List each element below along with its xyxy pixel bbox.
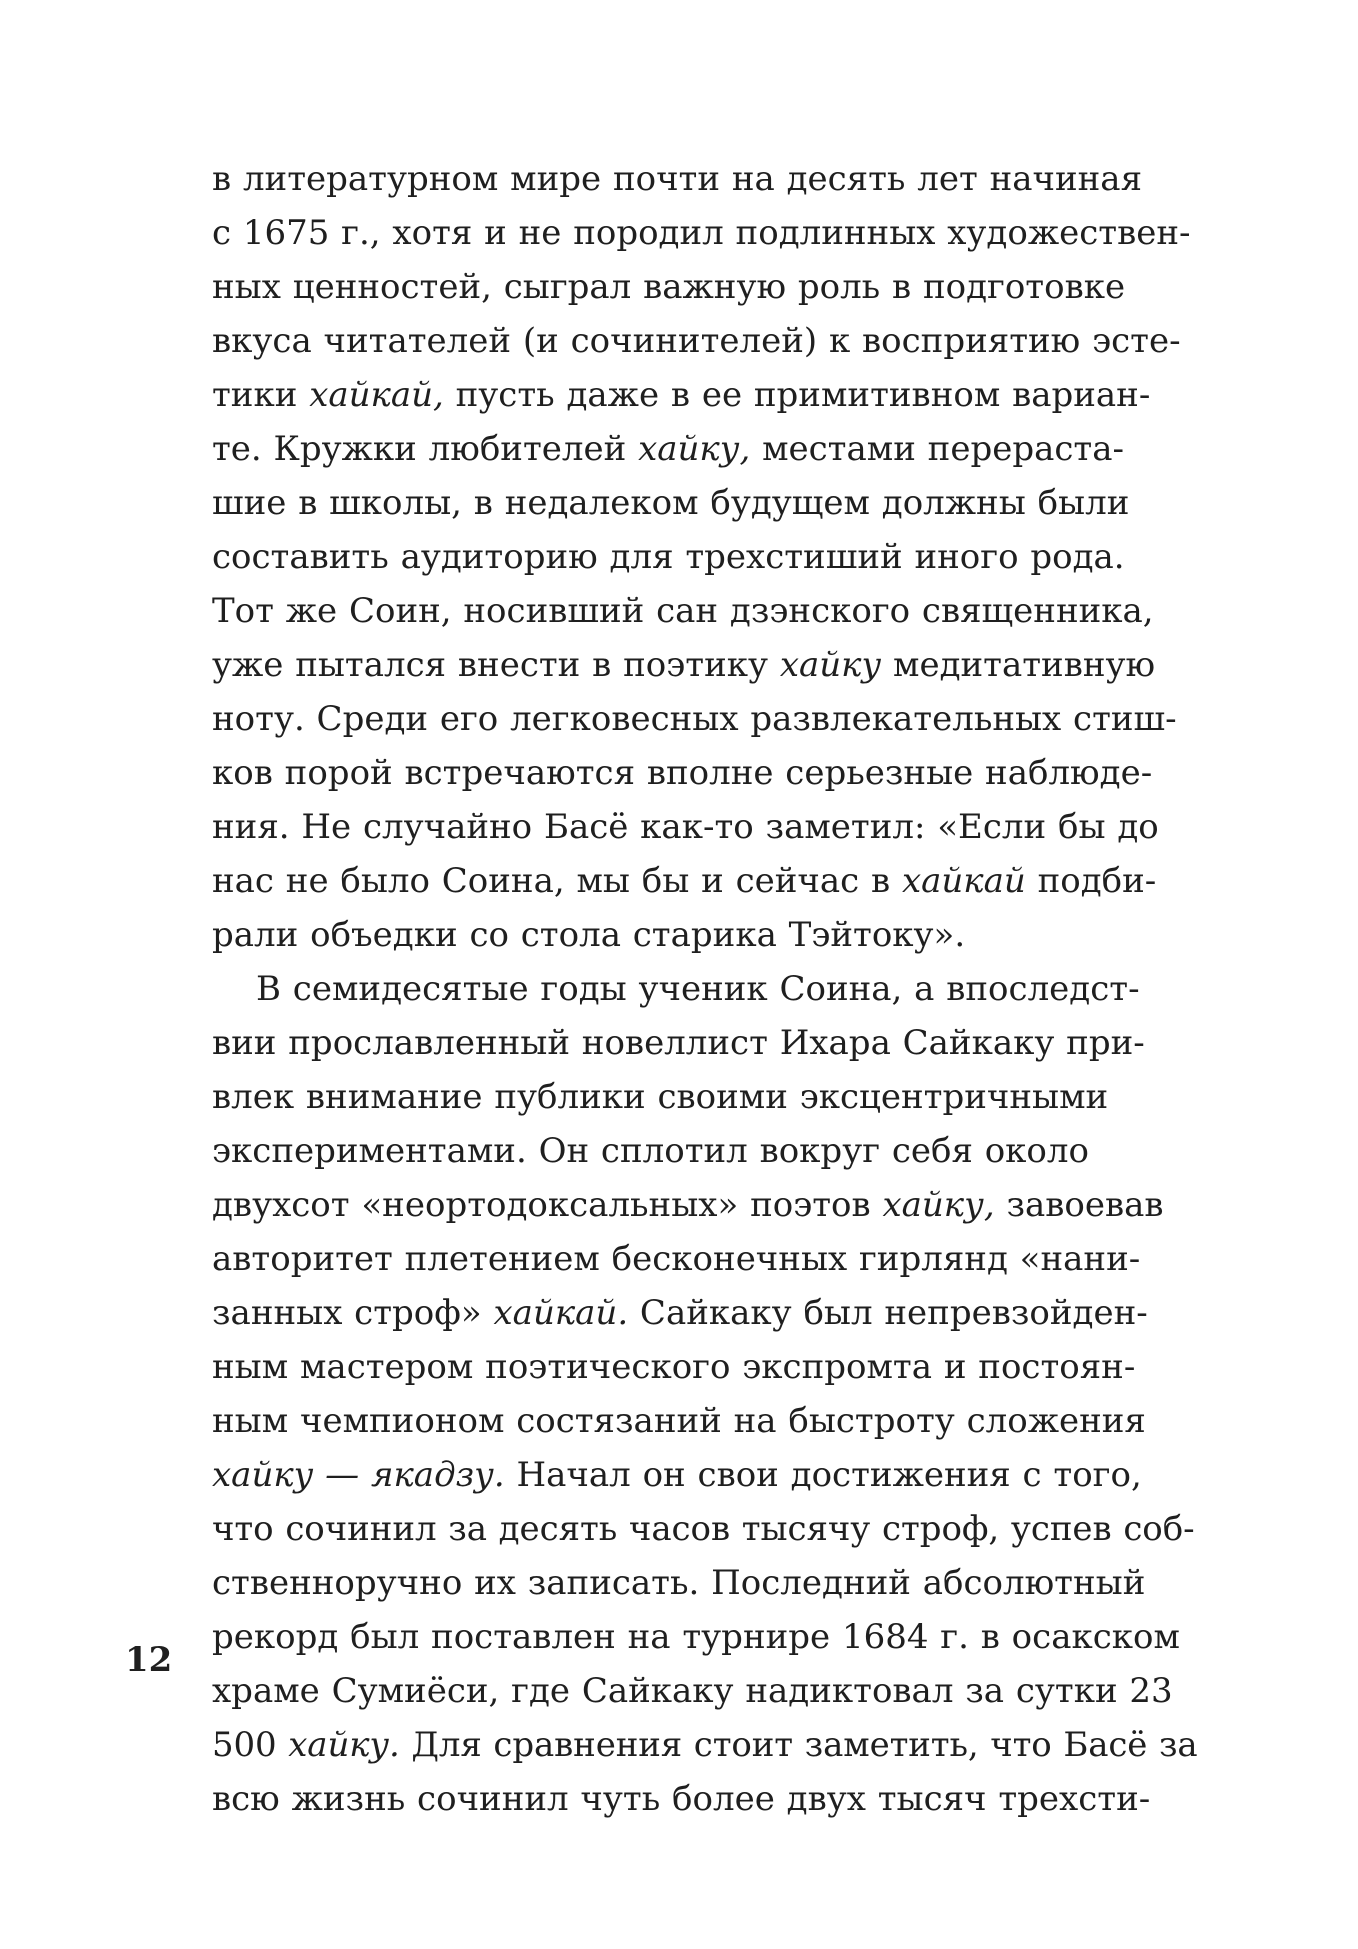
text-run: подби- <box>1025 861 1157 901</box>
italic-term: хайкай. <box>493 1293 629 1333</box>
text-line <box>212 1016 1192 1070</box>
text-line <box>212 1664 1192 1718</box>
text-run: ноту. Среди его легковесных развлекательных стиш- <box>212 699 1177 739</box>
text-run: ным чемпионом состязаний на быстроту сложения <box>212 1401 1146 1441</box>
text-run: нас не было Соина, мы бы и сейчас в <box>212 861 902 901</box>
text-line <box>212 422 1192 476</box>
text-line <box>212 908 1192 962</box>
text-run: рали объедки со стола старика Тэйтоку». <box>212 915 966 955</box>
text-run: рекорд был поставлен на турнире 1684 г. в осакском <box>212 1617 1180 1657</box>
text-run: Для сравнения стоит заметить, что Басё за <box>399 1725 1198 1765</box>
text-run: составить аудиторию для трехстиший иного рода. <box>212 537 1125 577</box>
text-run: ков порой встречаются вполне серьезные наблюде- <box>212 753 1153 793</box>
text-line <box>212 800 1192 854</box>
italic-term: хайку, <box>638 429 751 469</box>
text-run: экспериментами. Он сплотил вокруг себя около <box>212 1131 1089 1171</box>
text-run: завоевав <box>994 1185 1164 1225</box>
text-line <box>212 530 1192 584</box>
text-run: что сочинил за десять часов тысячу строф, успев соб- <box>212 1509 1195 1549</box>
text-line <box>212 1718 1198 1772</box>
text-line <box>212 1286 1192 1340</box>
italic-term: хайкай, <box>309 375 444 415</box>
text-run: в литературном мире почти на десять лет начиная <box>212 159 1143 199</box>
text-run: двухсот «неортодоксальных» поэтов <box>212 1185 883 1225</box>
text-run: Начал он свои достижения с того, <box>504 1455 1142 1495</box>
text-line <box>212 1070 1192 1124</box>
text-line <box>212 1610 1192 1664</box>
text-line <box>212 1124 1192 1178</box>
text-line <box>212 854 1192 908</box>
text-line <box>212 692 1192 746</box>
text-line <box>212 476 1192 530</box>
text-run: Тот же Соин, носивший сан дзэнского священника, <box>212 591 1154 631</box>
page-number: 12 <box>125 1640 173 1680</box>
text-run: влек внимание публики своими эксцентричными <box>212 1077 1109 1117</box>
italic-term: хайкай <box>901 861 1026 901</box>
italic-term: хайку. <box>288 1725 400 1765</box>
text-run: пусть даже в ее примитивном вариан- <box>443 375 1151 415</box>
text-line <box>212 1772 1192 1826</box>
text-run: тики <box>212 375 310 415</box>
text-run: В семидесятые годы ученик Соина, а впоследст- <box>256 969 1140 1009</box>
text-run: 500 <box>212 1725 289 1765</box>
text-run: Сайкаку был непревзойден- <box>628 1293 1148 1333</box>
text-run: всю жизнь сочинил чуть более двух тысяч трехсти- <box>212 1779 1151 1819</box>
text-run: местами перераста- <box>750 429 1124 469</box>
text-line <box>212 314 1192 368</box>
text-run: ным мастером поэтического экспромта и постоян- <box>212 1347 1136 1387</box>
text-run: храме Сумиёси, где Сайкаку надиктовал за сутки 23 <box>212 1671 1173 1711</box>
text-run: вкуса читателей (и сочинителей) к восприятию эсте- <box>212 321 1181 361</box>
italic-term: хайку — якадзу. <box>212 1455 505 1495</box>
text-line <box>212 1502 1195 1556</box>
text-run: те. Кружки любителей <box>212 429 639 469</box>
text-line <box>212 1340 1192 1394</box>
text-run: с 1675 г., хотя и не породил подлинных художествен- <box>212 213 1191 253</box>
text-line <box>212 584 1192 638</box>
text-run: вии прославленный новеллист Ихара Сайкаку при- <box>212 1023 1145 1063</box>
paragraph-first-line <box>212 962 1192 1016</box>
text-line <box>212 1448 1192 1502</box>
text-run: медитативную <box>881 645 1156 685</box>
text-line <box>212 1556 1192 1610</box>
text-line <box>212 1178 1192 1232</box>
text-run: авторитет плетением бесконечных гирлянд «нани- <box>212 1239 1141 1279</box>
text-line <box>212 206 1192 260</box>
text-run: шие в школы, в недалеком будущем должны были <box>212 483 1130 523</box>
text-line <box>212 260 1192 314</box>
text-run: ных ценностей, сыграл важную роль в подготовке <box>212 267 1126 307</box>
text-run: ственноручно их записать. Последний абсолютный <box>212 1563 1146 1603</box>
italic-term: хайку <box>779 645 882 685</box>
text-line <box>212 1394 1192 1448</box>
text-line <box>212 152 1192 206</box>
italic-term: хайку, <box>882 1185 995 1225</box>
body-text <box>212 152 1198 1826</box>
text-line <box>212 638 1192 692</box>
text-run: уже пытался внести в поэтику <box>212 645 780 685</box>
text-run: ния. Не случайно Басё как-то заметил: «Если бы до <box>212 807 1159 847</box>
text-run: занных строф» <box>212 1293 494 1333</box>
text-line <box>212 746 1192 800</box>
text-line <box>212 1232 1192 1286</box>
text-line <box>212 368 1192 422</box>
